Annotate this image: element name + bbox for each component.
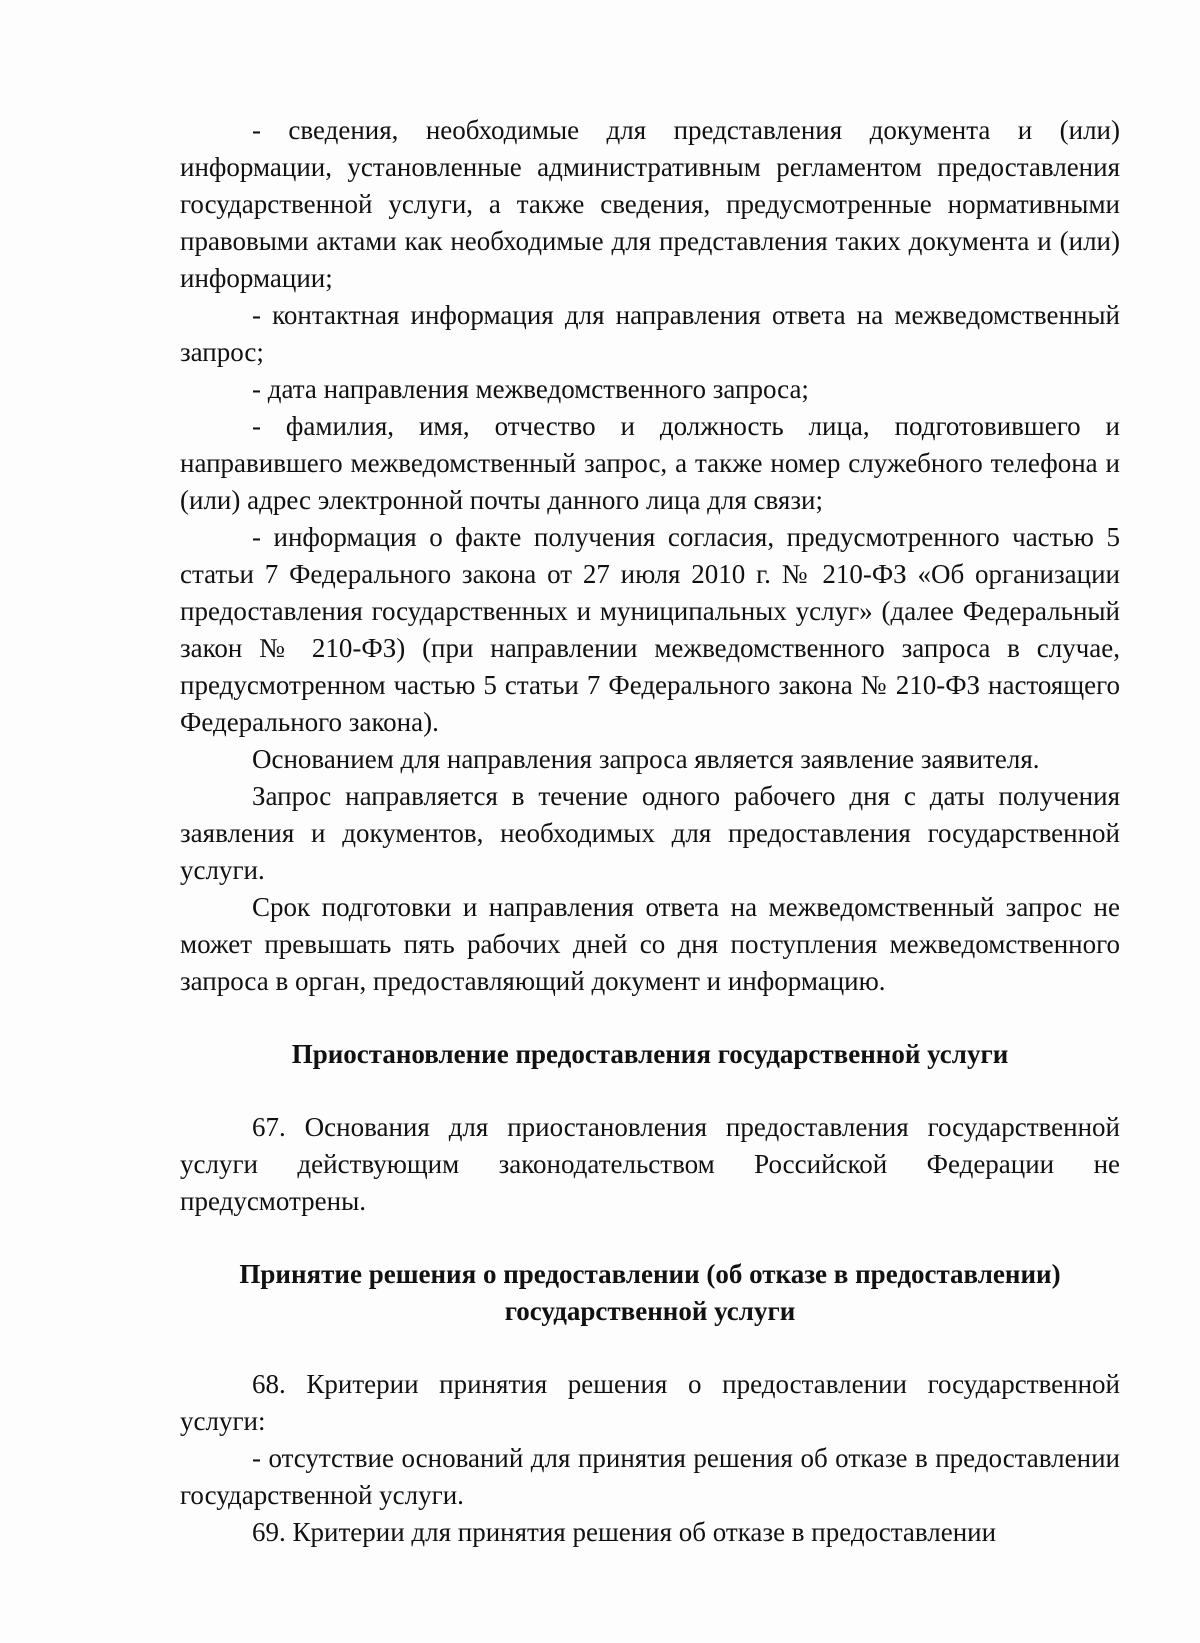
section-heading-decision-line-2: государственной услуги [504,1296,796,1326]
section-heading-decision [180,1256,1120,1330]
paragraph-request-basis: Основанием для направления запроса является заявление заявителя. [252,744,1040,774]
paragraph-requested-info: - сведения, необходимые для представления документа и (или) информации, установленные административным регламентом предоставления государственной услуги, а также сведения, предусмотренные нормативными правовыми актами как необходимые для представления таких документа и (или) информации; [180,115,1120,293]
paragraph-67: 67. Основания для приостановления предоставления государственной услуги действующим законодательством Российской Федерации не предусмотрены. [180,1112,1120,1216]
paragraph-69: 69. Критерии для принятия решения об отказе в предоставлении [252,1517,997,1547]
section-heading-decision-line-1: Принятие решения о предоставлении (об отказе в предоставлении) [239,1259,1061,1289]
paragraph-request-timing: Запрос направляется в течение одного рабочего дня с даты получения заявления и документов, необходимых для предоставления государственной услуги. [180,781,1120,885]
paragraph-68: 68. Критерии принятия решения о предоставлении государственной услуги: [180,1369,1120,1436]
paragraph-request-date: - дата направления межведомственного запроса; [252,374,809,404]
paragraph-contact-info: - контактная информация для направления ответа на межведомственный запрос; [180,300,1120,367]
paragraph-68-item: - отсутствие оснований для принятия решения об отказе в предоставлении государственной услуги. [180,1443,1120,1510]
paragraph-response-deadline: Срок подготовки и направления ответа на межведомственный запрос не может превышать пять рабочих дней со дня поступления межведомственного запроса в орган, предоставляющий документ и информацию. [180,892,1120,996]
paragraph-responsible-person: - фамилия, имя, отчество и должность лица, подготовившего и направившего межведомственный запрос, а также номер служебного телефона и (или) адрес электронной почты данного лица для связи; [180,411,1120,515]
paragraph-consent-info: - информация о факте получения согласия, предусмотренного частью 5 статьи 7 Федерального закона от 27 июля 2010 г. № 210-ФЗ «Об организации предоставления государственных и муниципальных услуг» (далее Федеральный закон № 210-ФЗ) (при направлении межведомственного запроса в случае, предусмотренном частью 5 статьи 7 Федерального закона № 210-ФЗ настоящего Федерального закона). [180,522,1120,737]
document-body [180,112,1120,1551]
section-heading-suspension: Приостановление предоставления государственной услуги [291,1039,1009,1069]
